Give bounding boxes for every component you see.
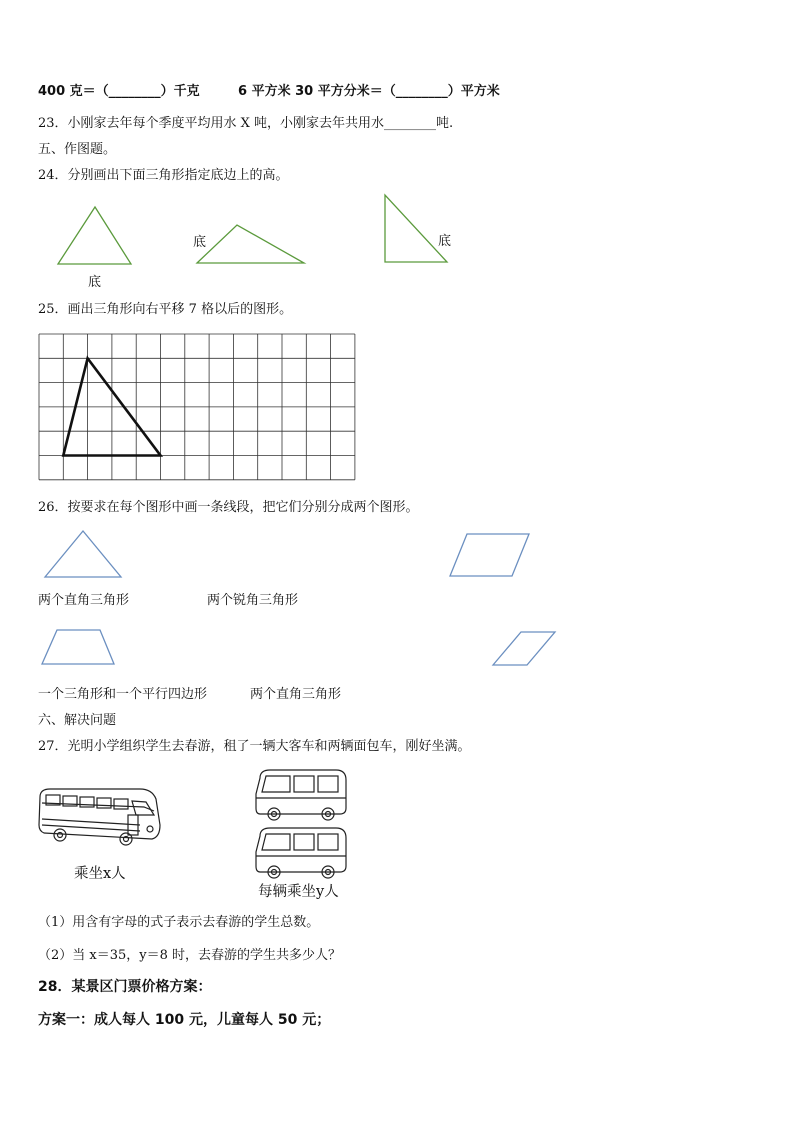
q26-triangle [45,531,121,577]
bus-wheel-front [120,833,132,845]
q27-sub2: （2）当 x＝35，y＝8 时，去春游的学生共多少人？ [38,948,342,963]
bus-body [39,789,160,839]
q24-base-label-2: 底 [193,235,207,250]
van-caption: 每辆乘坐y人 [258,884,339,900]
section6-heading: 六、解决问题 [38,713,117,728]
q25-text: 25．画出三角形向右平移 7 格以后的图形。 [38,302,293,317]
q26-caption-4: 两个直角三角形 [250,687,342,702]
q26-caption-3: 一个三角形和一个平行四边形 [38,687,208,702]
q24-text: 24．分别画出下面三角形指定底边上的高。 [38,168,289,183]
van-2 [256,828,346,878]
van-illustrations [252,768,352,898]
q22-part2: 6 平方米 30 平方分米＝（________）平方米 [238,84,500,99]
van-1 [256,770,346,820]
q28-plan1: 方案一：成人每人 100 元，儿童每人 50 元； [38,1012,331,1028]
q26-text: 26．按要求在每个图形中画一条线段，把它们分别分成两个图形。 [38,500,419,515]
q26-trapezoid [42,630,114,664]
q24-base-label-3: 底 [438,234,452,249]
bus-illustration [36,785,166,855]
q26-parallelogram-2 [493,632,555,665]
q26-caption-1: 两个直角三角形 [38,593,130,608]
q24-base-label-1: 底 [88,275,102,290]
q27-text: 27．光明小学组织学生去春游，租了一辆大客车和两辆面包车，刚好坐满。 [38,739,471,754]
q26-parallelogram-1 [450,534,529,576]
section5-heading: 五、作图题。 [38,142,117,157]
q23-text: 23．小刚家去年每个季度平均用水 X 吨，小刚家去年共用水________吨. [38,116,454,131]
q28-text: 28．某景区门票价格方案： [38,979,212,995]
bus-caption: 乘坐x人 [74,866,126,882]
q27-sub1: （1）用含有字母的式子表示去春游的学生总数。 [38,915,320,930]
bus-wheel-rear [54,829,66,841]
q22-part1: 400 克＝（________）千克 [38,84,200,99]
q26-caption-2: 两个锐角三角形 [207,593,299,608]
